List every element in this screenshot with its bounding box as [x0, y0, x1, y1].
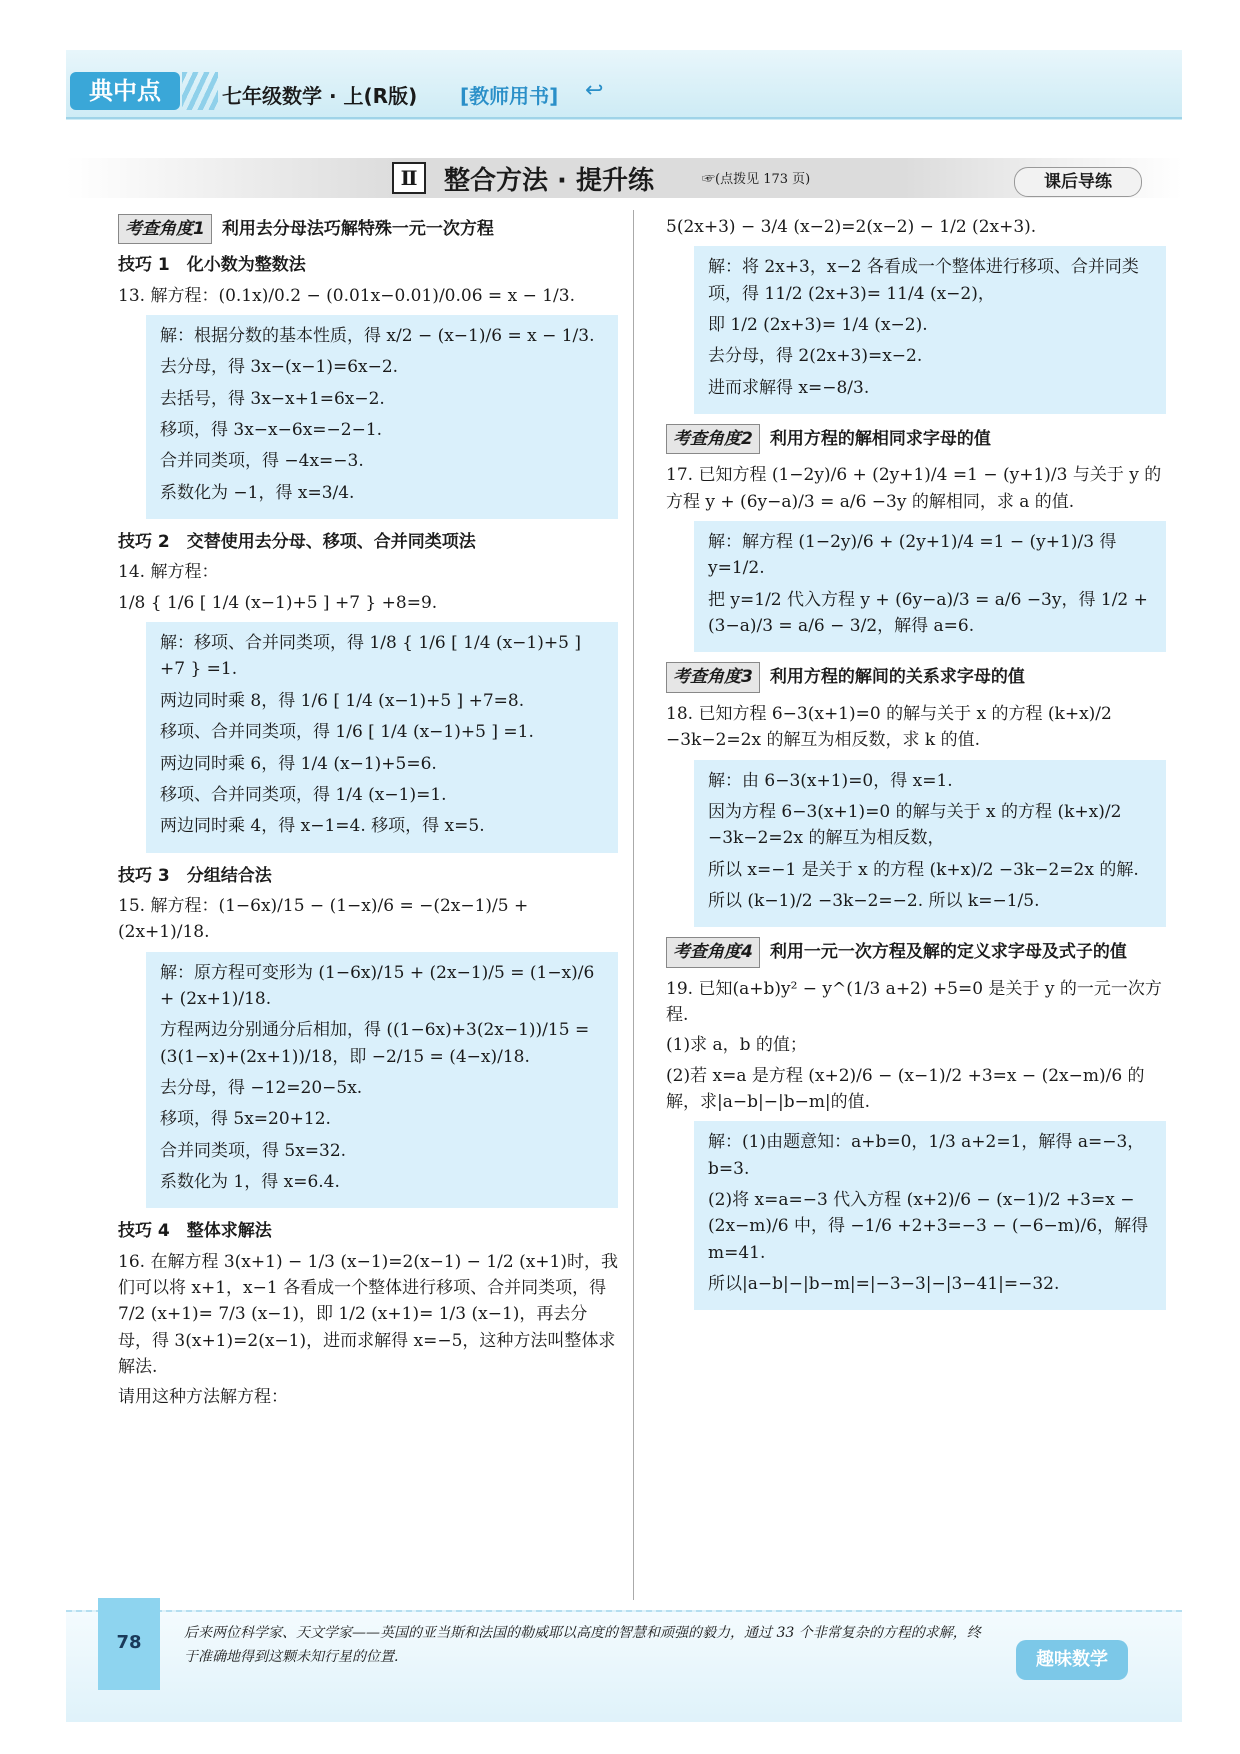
header-stripes — [182, 72, 218, 110]
angle-tag: 考查角度2 — [666, 424, 760, 454]
technique-2: 技巧 2 交替使用去分母、移项、合并同类项法 — [118, 532, 476, 553]
teacher-edition-tag: [教师用书] — [460, 84, 559, 108]
solution-line: 去分母，得 −12=20−5x. — [160, 1077, 363, 1098]
exam-angle-3 — [666, 662, 1166, 692]
solution-18 — [694, 760, 1166, 928]
solution-line: 方程两边分别通分后相加，得 ((1−6x)+3(2x−1))/15 = (3(1−x)+(2x+1))/18，即 −2/15 = (4−x)/18. — [160, 1020, 595, 1067]
problem-17: 17. 已知方程 (1−2y)/6 + (2y+1)/4 =1 − (y+1)/3 与关于 y 的方程 y + (6y−a)/3 = a/6 −3y 的解相同，求 a 的值. — [666, 465, 1162, 512]
problem-16-equation: 5(2x+3) − 3/4 (x−2)=2(x−2) − 1/2 (2x+3). — [666, 217, 1037, 237]
solution-line: 去括号，得 3x−x+1=6x−2. — [160, 388, 385, 409]
solution-line: 所以 x=−1 是关于 x 的方程 (k+x)/2 −3k−2=2x 的解. — [708, 859, 1139, 880]
solution-line: 去分母，得 3x−(x−1)=6x−2. — [160, 357, 399, 378]
solution-line: 合并同类项，得 −4x=−3. — [160, 451, 364, 472]
exam-angle-1 — [118, 214, 618, 244]
right-column — [666, 210, 1166, 1320]
solution-line: 去分母，得 2(2x+3)=x−2. — [708, 346, 923, 367]
solution-line: 移项，得 5x=20+12. — [160, 1109, 331, 1130]
footer-fun-fact: 后来两位科学家、天文学家——英国的亚当斯和法国的勒威耶以高度的智慧和顽强的毅力，通过 33 个非常复杂的方程的求解，终于准确地得到这颗未知行星的位置. — [184, 1625, 981, 1665]
technique-3: 技巧 3 分组结合法 — [118, 865, 272, 886]
solution-15 — [146, 952, 618, 1209]
book-title: 七年级数学 · 上(R版) — [222, 84, 418, 108]
solution-line: 因为方程 6−3(x+1)=0 的解与关于 x 的方程 (k+x)/2 −3k−2=2x 的解互为相反数， — [708, 801, 1127, 849]
solution-17 — [694, 521, 1166, 652]
angle-title: 利用去分母法巧解特殊一元一次方程 — [221, 219, 494, 239]
return-arrow-icon: ↩ — [585, 78, 604, 103]
solution-line: 移项、合并同类项，得 1/4 (x−1)=1. — [160, 784, 447, 805]
solution-line: 解：解方程 (1−2y)/6 + (2y+1)/4 =1 − (y+1)/3 得 y=1/2. — [708, 532, 1122, 579]
header-divider — [66, 117, 1182, 119]
solution-line: 系数化为 −1，得 x=3/4. — [160, 482, 355, 503]
technique-1: 技巧 1 化小数为整数法 — [118, 255, 306, 276]
problem-14-equation: 1/8 { 1/6 [ 1/4 (x−1)+5 ] +7 } +8=9. — [118, 592, 438, 613]
solution-line: 解：移项、合并同类项，得 1/8 { 1/6 [ 1/4 (x−1)+5 ] +7 } =1. — [160, 633, 587, 680]
section-note: ☞(点拨见 173 页) — [702, 172, 811, 187]
solution-16 — [694, 246, 1166, 414]
solution-line: 两边同时乘 6，得 1/4 (x−1)+5=6. — [160, 753, 437, 774]
solution-line: 合并同类项，得 5x=32. — [160, 1140, 347, 1161]
problem-19: 19. 已知(a+b)y² − y^(1/3 a+2) +5=0 是关于 y 的一元一次方程. — [666, 978, 1162, 1025]
fun-math-badge: 趣味数学 — [1016, 1640, 1128, 1680]
solution-line: 把 y=1/2 代入方程 y + (6y−a)/3 = a/6 −3y，得 1/2 + (3−a)/3 = a/6 − 3/2，解得 a=6. — [708, 589, 1154, 637]
exam-angle-2 — [666, 424, 1166, 454]
solution-line: 即 1/2 (2x+3)= 1/4 (x−2). — [708, 315, 928, 336]
solution-line: 解：由 6−3(x+1)=0，得 x=1. — [708, 770, 953, 791]
solution-13 — [146, 315, 618, 519]
solution-line: 移项，得 3x−x−6x=−2−1. — [160, 420, 383, 441]
solution-line: (2)将 x=a=−3 代入方程 (x+2)/6 − (x−1)/2 +3=x − (2x−m)/6 中，得 −1/6 +2+3=−3 − (−6−m)/6，解得 m=41. — [708, 1189, 1154, 1263]
left-column — [118, 210, 618, 1415]
solution-line: 解：原方程可变形为 (1−6x)/15 + (2x−1)/5 = (1−x)/6 + (2x+1)/18. — [160, 962, 600, 1009]
solution-line: 两边同时乘 4，得 x−1=4. 移项，得 x=5. — [160, 816, 485, 837]
page-number: 78 — [98, 1598, 160, 1690]
angle-title: 利用一元一次方程及解的定义求字母及式子的值 — [769, 942, 1127, 963]
angle-title: 利用方程的解相同求字母的值 — [769, 429, 991, 450]
angle-tag: 考查角度4 — [666, 937, 760, 967]
solution-line: 进而求解得 x=−8/3. — [708, 377, 870, 398]
exam-angle-4 — [666, 937, 1166, 967]
technique-4: 技巧 4 整体求解法 — [118, 1221, 272, 1242]
problem-18: 18. 已知方程 6−3(x+1)=0 的解与关于 x 的方程 (k+x)/2 −3k−2=2x 的解互为相反数，求 k 的值. — [666, 703, 1118, 751]
problem-16-instruction: 请用这种方法解方程： — [118, 1387, 288, 1408]
solution-14 — [146, 622, 618, 852]
angle-title: 利用方程的解间的关系求字母的值 — [769, 667, 1025, 688]
problem-15: 15. 解方程：(1−6x)/15 − (1−x)/6 = −(2x−1)/5 + (2x+1)/18. — [118, 895, 534, 943]
problem-13: 13. 解方程：(0.1x)/0.2 − (0.01x−0.01)/0.06 = x − 1/3. — [118, 285, 575, 306]
column-divider — [633, 210, 634, 1600]
solution-line: 所以 (k−1)/2 −3k−2=−2. 所以 k=−1/5. — [708, 890, 1040, 911]
solution-line: 解：根据分数的基本性质，得 x/2 − (x−1)/6 = x − 1/3. — [160, 326, 595, 347]
solution-line: 所以|a−b|−|b−m|=|−3−3|−|3−41|=−32. — [708, 1274, 1060, 1294]
angle-tag: 考查角度3 — [666, 662, 760, 692]
section-title: 整合方法 · 提升练 — [444, 166, 654, 196]
solution-line: 解：(1)由题意知：a+b=0，1/3 a+2=1，解得 a=−3，b=3. — [708, 1132, 1145, 1179]
angle-tag: 考查角度1 — [118, 214, 212, 244]
problem-19-part-2: (2)若 x=a 是方程 (x+2)/6 − (x−1)/2 +3=x − (2x−m)/6 的解，求|a−b|−|b−m|的值. — [666, 1065, 1145, 1112]
brand-logo: 典中点 — [70, 72, 180, 110]
solution-line: 两边同时乘 8，得 1/6 [ 1/4 (x−1)+5 ] +7=8. — [160, 690, 525, 711]
problem-14: 14. 解方程： — [118, 562, 219, 583]
problem-19-part-1: (1)求 a，b 的值； — [666, 1035, 807, 1056]
section-number: Ⅱ — [392, 162, 426, 194]
solution-line: 移项、合并同类项，得 1/6 [ 1/4 (x−1)+5 ] =1. — [160, 722, 534, 743]
problem-16: 16. 在解方程 3(x+1) − 1/3 (x−1)=2(x−1) − 1/2 (x+1)时，我们可以将 x+1，x−1 各看成一个整体进行移项、合并同类项，得 7/2 (x+1)= 7/3 (x−1)，即 1/2 (x+1)= 1/3 (x−1)，再去分母，得 3(x+1)=2(x−1)，进而求解得 x=−5，这种方法叫整体求解法. — [118, 1251, 618, 1378]
solution-line: 系数化为 1，得 x=6.4. — [160, 1171, 340, 1192]
solution-line: 解：将 2x+3，x−2 各看成一个整体进行移项、合并同类项，得 11/2 (2x+3)= 11/4 (x−2)， — [708, 257, 1139, 304]
after-class-badge: 课后导练 — [1014, 167, 1142, 197]
solution-19 — [694, 1121, 1166, 1310]
